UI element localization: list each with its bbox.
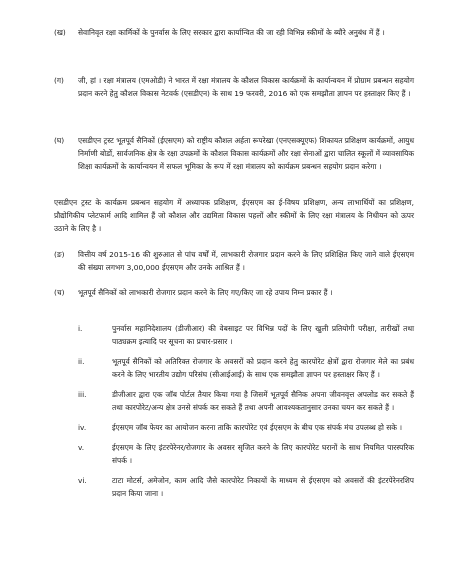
list-item-text: ईएसएम के लिए इंटरपेरेनर/रोजगार के अवसर सृजित करने के लिए कारपोरेट घरानों के साथ नियमित पारस्परिक संपर्क । bbox=[112, 443, 414, 465]
list-item bbox=[78, 421, 414, 434]
list-item bbox=[78, 355, 414, 381]
list-item-number: ii. bbox=[78, 357, 85, 366]
paragraph-text: जी, हां । रक्षा मंत्रालय (एमओडी) ने भारत में रक्षा मंत्रालय के कौशल विकास कार्यक्रमों के कार्यान्वयन में प्रोग्राम प्रबन्धन सहयोग प्रदान करने हेतु कौशल विकास नेटवर्क (एसडीएन) के साथ 19 फरवरी, 2016 को एक समझौता ज्ञापन पर हस्ताक्षर किए हैं । bbox=[78, 76, 414, 98]
paragraph-gha bbox=[54, 134, 414, 173]
list-item bbox=[78, 474, 414, 500]
measures-list bbox=[78, 322, 414, 507]
paragraph-kha bbox=[54, 26, 414, 39]
list-item bbox=[78, 441, 414, 467]
paragraph-label: (ङ) bbox=[54, 250, 65, 259]
list-item-text: टाटा मोटर्स, अमेजोन, काम आदि जैसे कारपोरेट निकायों के माध्यम से ईएसएम को अवसरों की इंटरपेरेनरशिप प्रदान किया जाना । bbox=[112, 476, 414, 498]
paragraph-label: (ग) bbox=[54, 76, 64, 85]
paragraph-ga bbox=[54, 74, 414, 100]
list-item-number: i. bbox=[78, 324, 83, 333]
paragraph-text: भूतपूर्व सैनिकों को लाभकारी रोजगार प्रदान करने के लिए गए/किए जा रहे उपाय निम्न प्रकार हैं । bbox=[78, 288, 333, 297]
paragraph-label: (ख) bbox=[54, 28, 66, 37]
paragraph-nga bbox=[54, 248, 414, 274]
list-item-text: ईएसएम जॉब फेयर का आयोजन करना ताकि कारपोरेट एवं ईएसएम के बीच एक संपर्क मंच उपलब्ध हो सके । bbox=[112, 423, 403, 432]
list-item-number: iii. bbox=[78, 390, 87, 399]
paragraph-text: सेवानिवृत रक्षा कार्मिकों के पुनर्वास के लिए सरकार द्वारा कार्यान्वित की जा रही विभिन्न स्कीमों के ब्यौरे अनुबंध में हैं । bbox=[78, 28, 385, 37]
paragraph-text: वित्तीय वर्ष 2015-16 की शुरुआत से पांच वर्षों में, लाभकारी रोजगार प्रदान करने के लिए प्रशिक्षित किए जाने वाले ईएसएम की संख्या लगभग 3,00,000 ईएसएम और उनके आश्रित हैं । bbox=[78, 250, 414, 272]
paragraph-sdn-support bbox=[54, 196, 414, 235]
list-item-number: vi. bbox=[78, 476, 87, 485]
paragraph-text: एसडीएन ट्रस्ट भूतपूर्व सैनिकों (ईएसएम) को राष्ट्रीय कौशल अर्हता रूपरेखा (एनएसक्यूएफ) शिकायत प्रशिक्षण कार्यक्रमों, आयुध निर्माणी बोर्डो, सार्वजनिक क्षेत्र के रक्षा उपक्रमों के कौशल विकास कार्यक्रमों और रक्षा सेनाओं द्वारा चालित स्कूलों में व्यावसायिक शिक्षा कार्यक्रमों के कार्यान्वयन में सफल भूमिका के रूप में रक्षा मंत्रालय को कार्यक्रम प्रबन्धन सहयोग प्रदान करेगा । bbox=[78, 136, 414, 171]
list-item bbox=[78, 388, 414, 414]
list-item bbox=[78, 322, 414, 348]
list-item-number: v. bbox=[78, 443, 85, 452]
list-item-number: iv. bbox=[78, 423, 87, 432]
paragraph-text: एसडीएन ट्रस्ट के कार्यक्रम प्रबन्धन सहयोग में अध्यापक प्रशिक्षण, ईएसएम का ई-विषय प्रशिक्षण, अन्य लाभार्थियों का प्रशिक्षण, प्रौद्योगिकीय प्लेटफार्म आदि शामिल हैं जो कौशल और उद्यमिता विकास पहलों और स्कीमों के लिए रक्षा मंत्रालय के निधीयन को ऊपर उठाने के लिए है । bbox=[54, 198, 414, 233]
paragraph-label: (घ) bbox=[54, 136, 65, 145]
paragraph-label: (च) bbox=[54, 288, 65, 297]
paragraph-cha bbox=[54, 286, 414, 299]
list-item-text: डीजीआर द्वारा एक जॉब पोर्टल तैयार किया गया है जिसमें भूतपूर्व सैनिक अपना जीवनवृत्त अपलोड कर सकते हैं तथा कारपोरेट/अन्य क्षेत्र उनसे संपर्क कर सकते हैं तथा अपनी आवश्यकतानुसार उनका चयन कर सकते हैं । bbox=[112, 390, 414, 412]
list-item-text: पुनर्वास महानिदेशालय (डीजीआर) की वेबसाइट पर विभिन्न पदों के लिए खुली प्रतियोगी परीक्षा, तारीखों तथा पाठ्यक्रम इत्यादि पर सूचना का प्रचार-प्रसार । bbox=[112, 324, 414, 346]
list-item-text: भूतपूर्व सैनिकों को अतिरिक्त रोजगार के अवसरों को प्रदान करने हेतु कारपोरेट क्षेत्रों द्वारा रोजगार मेले का प्रबंध करने के लिए भारतीय उद्योग परिसंघ (सीआईआई) के साथ एक समझौता ज्ञापन पर हस्ताक्षर किए हैं । bbox=[112, 357, 414, 379]
